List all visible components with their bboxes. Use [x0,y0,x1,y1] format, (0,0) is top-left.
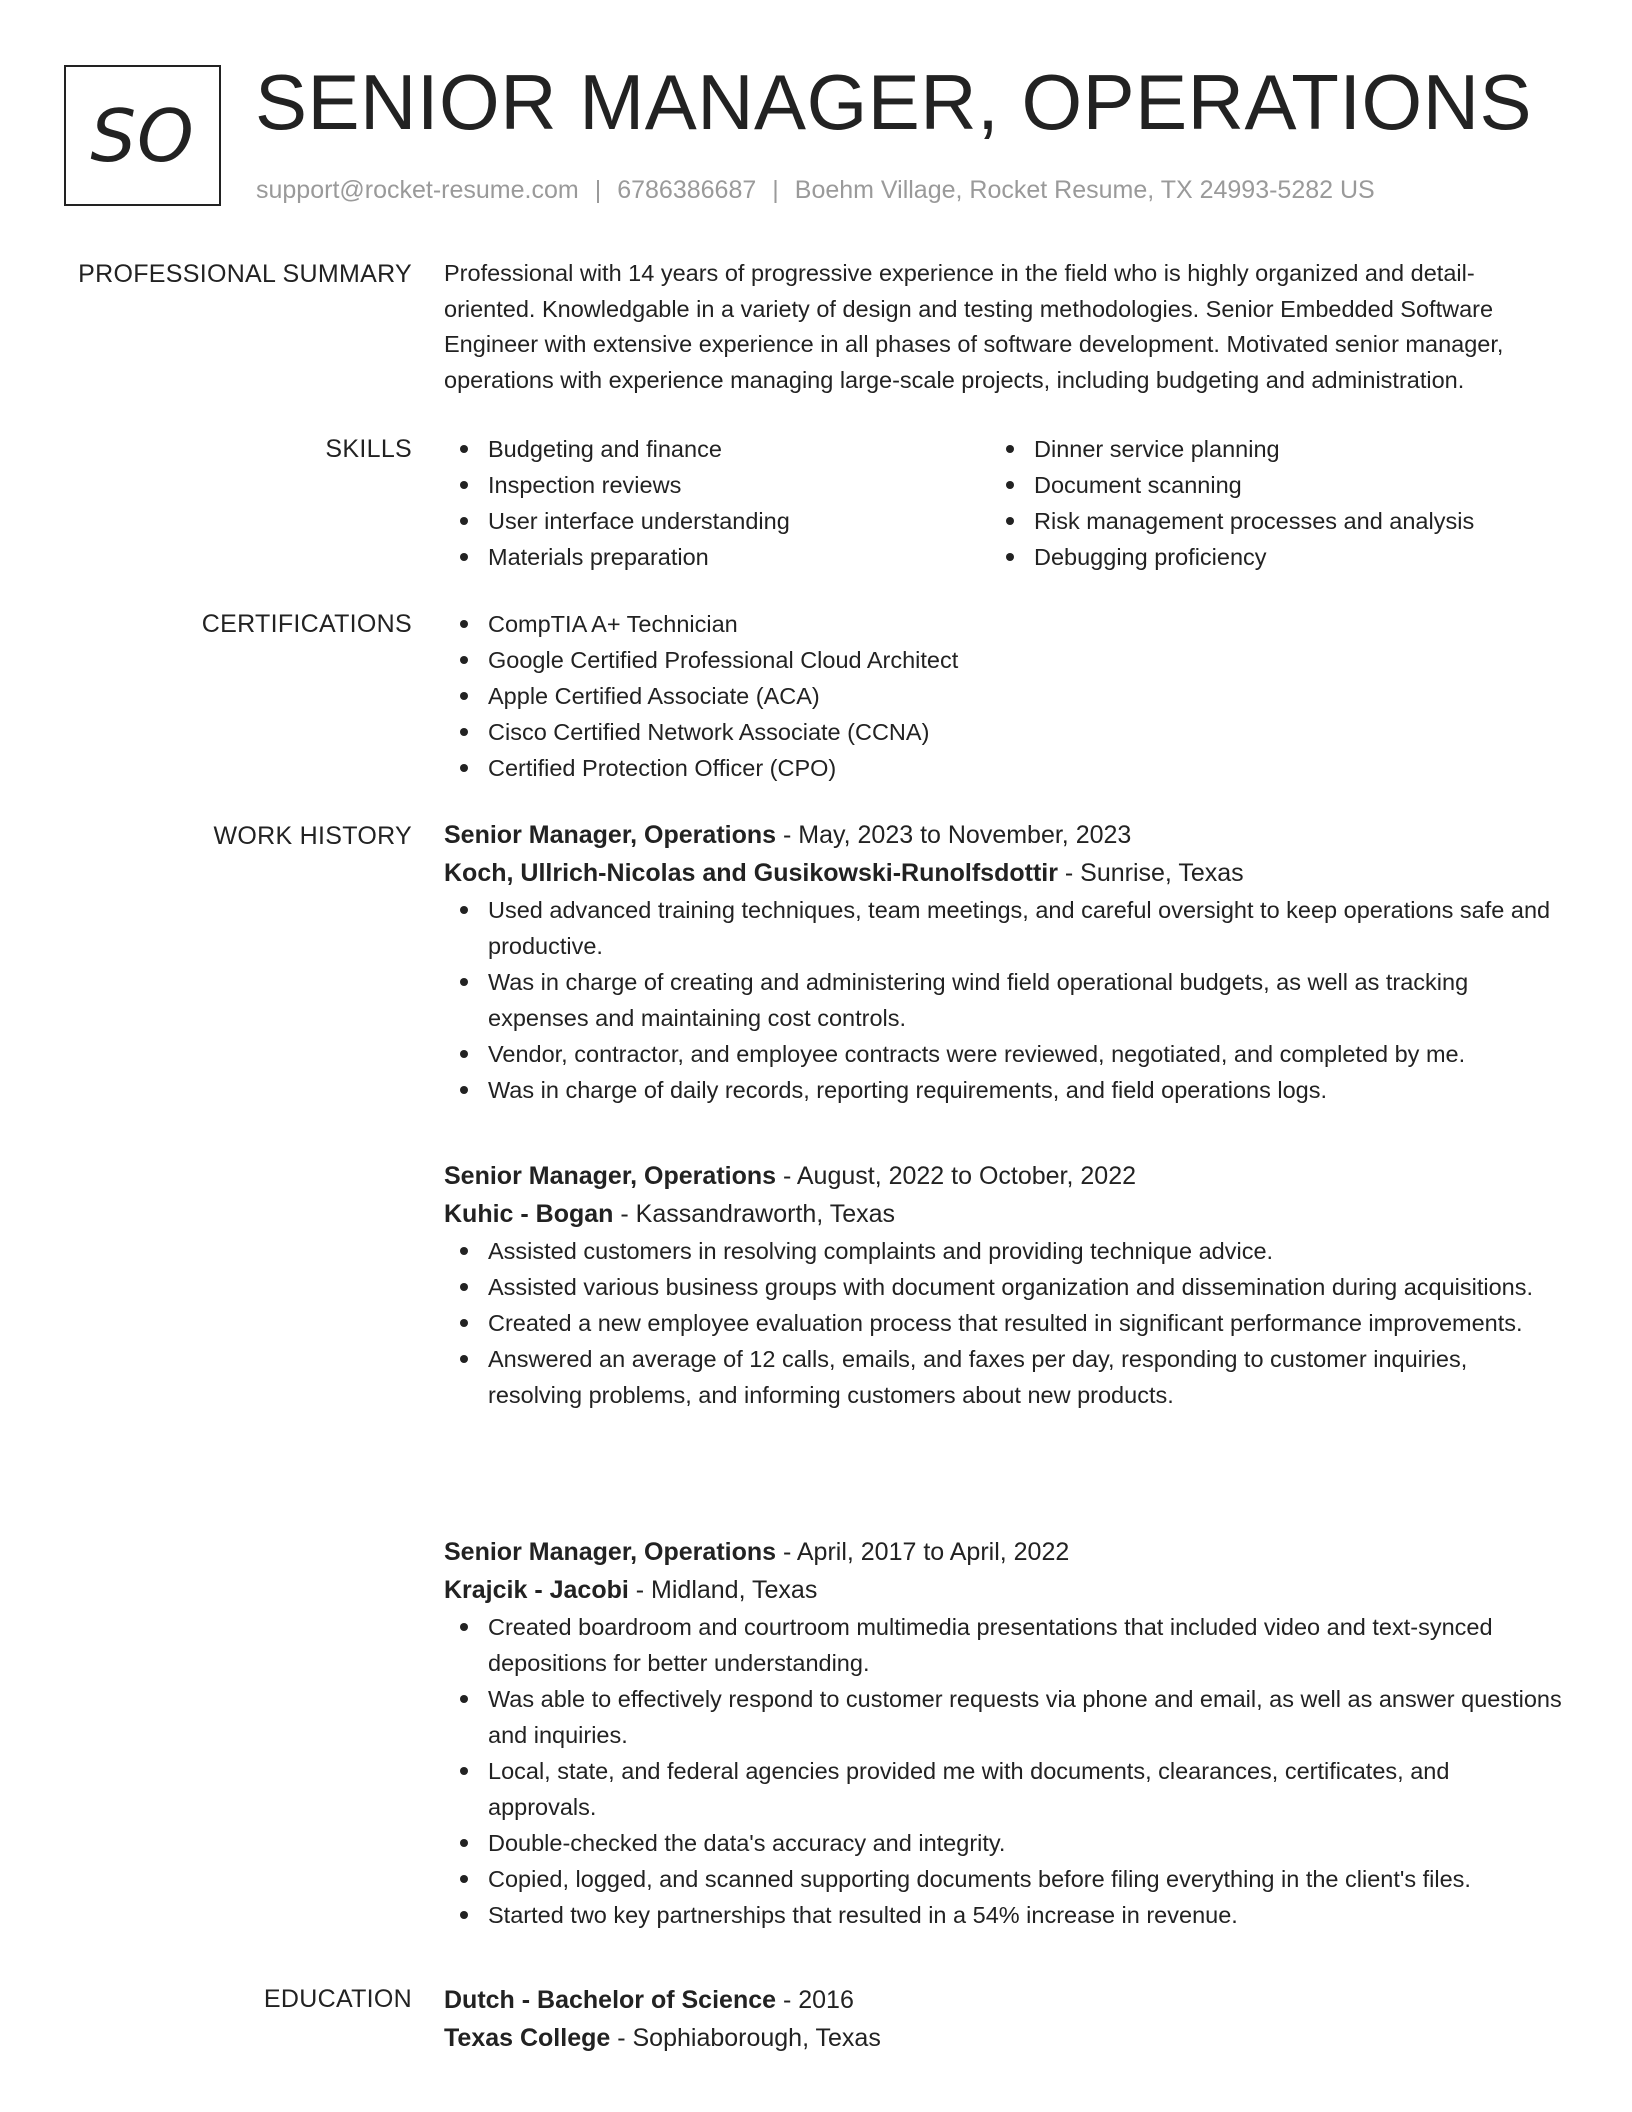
job-duty-item: Used advanced training techniques, team meetings, and careful oversight to keep operations safe and productive. [444,892,1564,964]
job-duties-list [444,1233,1564,1413]
job-dates: - April, 2017 to April, 2022 [776,1538,1070,1566]
job-duty-item: Assisted various business groups with document organization and dissemination during acquisitions. [444,1269,1564,1305]
job-duty-item: Vendor, contractor, and employee contracts were reviewed, negotiated, and completed by me. [444,1036,1564,1072]
section-label-education: EDUCATION [263,1985,412,2013]
certification-item: CompTIA A+ Technician [444,606,1564,642]
job-duty-item: Double-checked the data's accuracy and integrity. [444,1825,1564,1861]
certification-item: Cisco Certified Network Associate (CCNA) [444,714,1564,750]
skills-list-right [990,431,1536,575]
job-title: Senior Manager, Operations [444,1538,777,1566]
job-location: - Midland, Texas [628,1576,818,1604]
certification-item: Apple Certified Associate (ACA) [444,678,1564,714]
monogram-initials: SO [90,93,195,178]
skill-item: Risk management processes and analysis [990,503,1536,539]
job-duty-item: Copied, logged, and scanned supporting documents before filing everything in the client's files. [444,1861,1564,1897]
contact-separator: | [594,176,602,204]
certifications-list [444,606,1564,786]
education-school-line [444,2019,1564,2057]
job-duties-list [444,892,1564,1108]
job-body [444,1533,1564,1933]
job-title: Senior Manager, Operations [444,821,777,849]
skill-item: User interface understanding [444,503,990,539]
job-heading [444,816,1564,854]
skill-item: Inspection reviews [444,467,990,503]
job-duty-item: Assisted customers in resolving complaints and providing technique advice. [444,1233,1564,1269]
skills-list-left [444,431,990,575]
job-body [444,816,1564,1108]
contact-separator: | [772,176,779,204]
section-label-certifications: CERTIFICATIONS [201,610,412,638]
monogram-badge [64,65,221,206]
section-label-skills: SKILLS [325,435,412,463]
job-heading [444,1533,1564,1571]
job-duty-item: Answered an average of 12 calls, emails, and faxes per day, responding to customer inquiries, resolving problems, and informing customers about new products. [444,1341,1564,1413]
job-dates: - May, 2023 to November, 2023 [776,821,1132,849]
job-heading [444,1157,1564,1195]
candidate-title: SENIOR MANAGER, OPERATIONS [255,58,1533,146]
job-company: Koch, Ullrich-Nicolas and Gusikowski-Runolfsdottir [444,859,1058,887]
education-year: - 2016 [776,1986,854,2014]
skills-columns [444,431,1564,575]
job-duty-item: Was able to effectively respond to customer requests via phone and email, as well as answer questions and inquiries. [444,1681,1564,1753]
job-employer [444,1195,1564,1233]
job-company: Krajcik - Jacobi [444,1576,629,1604]
skill-item: Document scanning [990,467,1536,503]
job-employer [444,1571,1564,1609]
contact-address: Boehm Village, Rocket Resume, TX 24993-5282 US [794,176,1375,204]
education-degree: Dutch - Bachelor of Science [444,1986,777,2014]
contact-line [256,172,1375,208]
education-degree-line [444,1981,1564,2019]
certification-item: Certified Protection Officer (CPO) [444,750,1564,786]
job-duties-list [444,1609,1564,1933]
section-label-summary: PROFESSIONAL SUMMARY [78,260,412,288]
job-location: - Kassandraworth, Texas [613,1200,896,1228]
education-school: Texas College [444,2024,611,2052]
education-body [444,1981,1564,2057]
job-duty-item: Was in charge of daily records, reporting requirements, and field operations logs. [444,1072,1564,1108]
section-label-work-history: WORK HISTORY [213,822,412,850]
summary-text: Professional with 14 years of progressive experience in the field who is highly organized and detail-oriented. Knowledgable in a variety of design and testing methodologies. Senior Embedded Software Engineer with extensive experience in all phases of software development. Motivated senior manager, operations with experience managing large-scale projects, including budgeting and administration. [444,260,1504,393]
job-duty-item: Created boardroom and courtroom multimedia presentations that included video and text-synced depositions for better understanding. [444,1609,1564,1681]
contact-phone: 6786386687 [617,176,757,204]
job-dates: - August, 2022 to October, 2022 [776,1162,1137,1190]
job-company: Kuhic - Bogan [444,1200,614,1228]
skill-item: Debugging proficiency [990,539,1536,575]
certification-item: Google Certified Professional Cloud Architect [444,642,1564,678]
contact-email: support@rocket-resume.com [256,176,579,204]
job-body [444,1157,1564,1413]
skill-item: Dinner service planning [990,431,1536,467]
job-duty-item: Created a new employee evaluation process that resulted in significant performance improvements. [444,1305,1564,1341]
education-location: - Sophiaborough, Texas [610,2024,881,2052]
job-duty-item: Started two key partnerships that resulted in a 54% increase in revenue. [444,1897,1564,1933]
job-location: - Sunrise, Texas [1057,859,1244,887]
skill-item: Budgeting and finance [444,431,990,467]
job-title: Senior Manager, Operations [444,1162,777,1190]
job-employer [444,854,1564,892]
job-duty-item: Was in charge of creating and administering wind field operational budgets, as well as tracking expenses and maintaining cost controls. [444,964,1564,1036]
skill-item: Materials preparation [444,539,990,575]
job-duty-item: Local, state, and federal agencies provided me with documents, clearances, certificates, and approvals. [444,1753,1564,1825]
